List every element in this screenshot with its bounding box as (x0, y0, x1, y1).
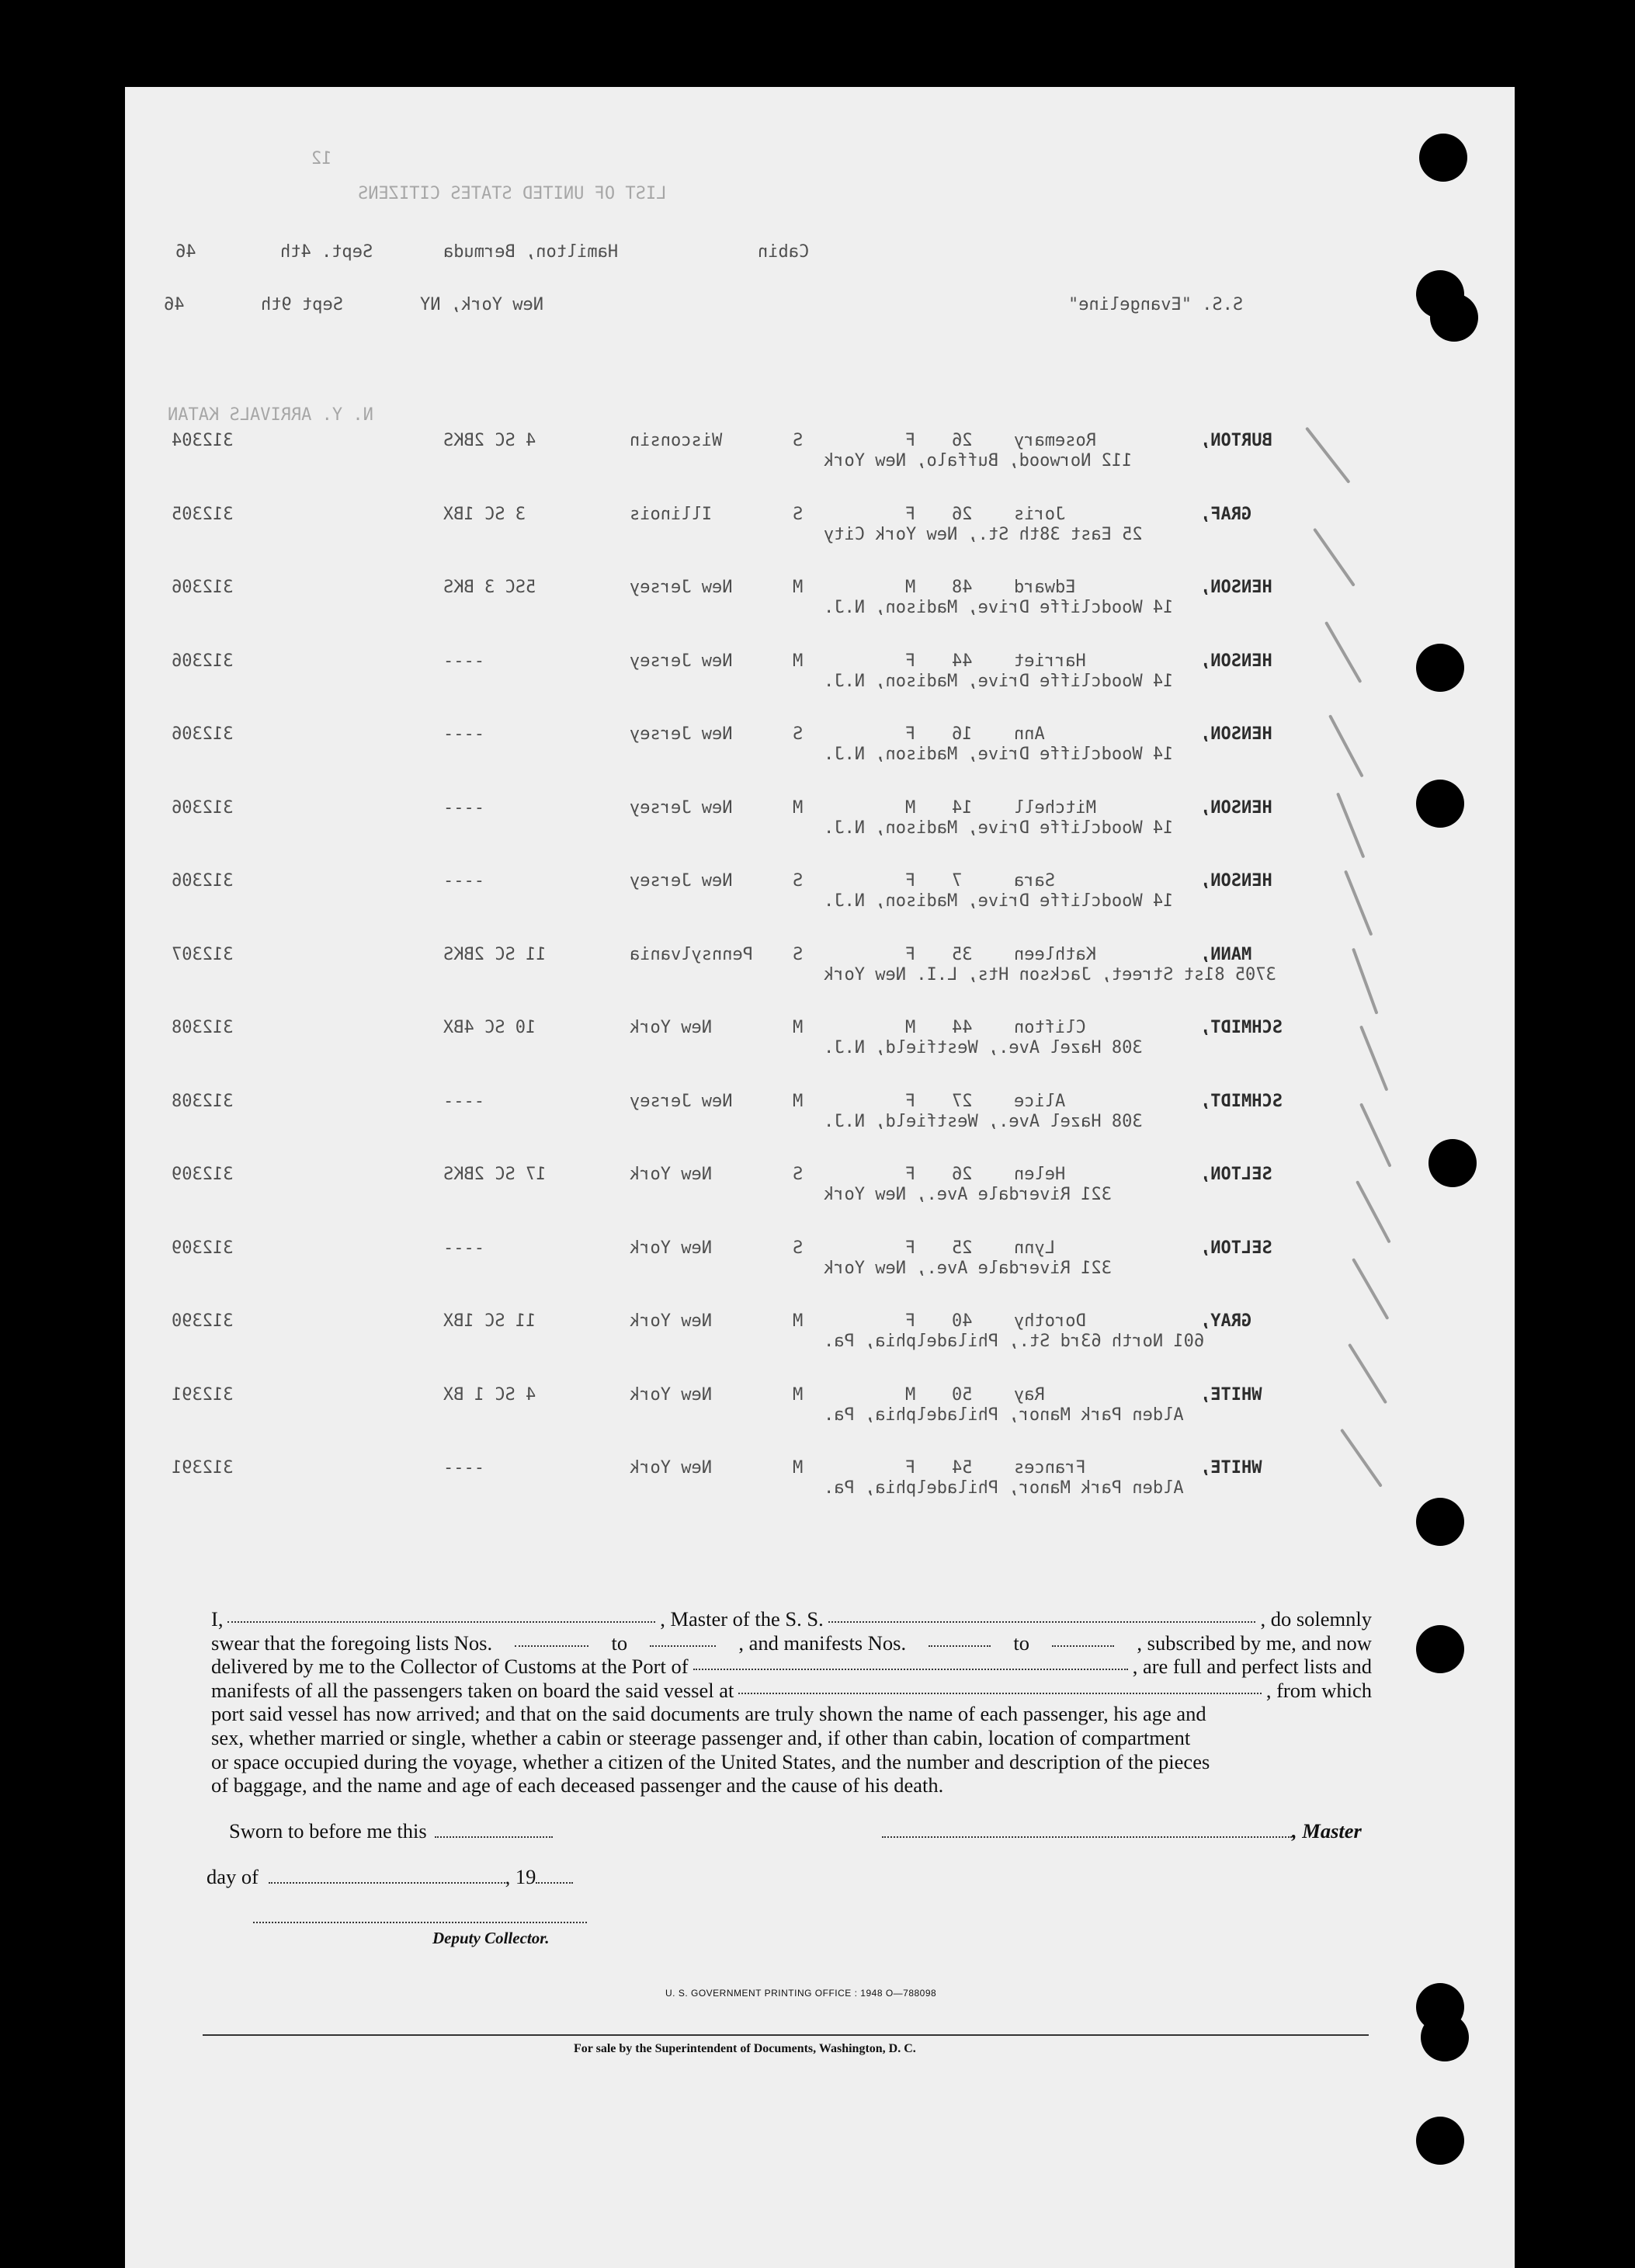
bleed-sex: M (905, 1018, 916, 1037)
bleed-age: 26 (952, 504, 973, 524)
punch-hole (1419, 134, 1467, 182)
bleed-number: 312390 (172, 1311, 234, 1331)
bleed-baggage: ---- (443, 797, 484, 818)
bleed-number: 312309 (172, 1165, 234, 1184)
bleed-page-number: 12 (311, 149, 332, 168)
bleed-status: M (793, 797, 804, 818)
bleed-given: Frances (1014, 1458, 1086, 1478)
bleed-address: 14 Woodcliffe Drive, Madison, N.J. (824, 745, 1174, 764)
bleed-status: S (793, 1165, 804, 1184)
bleed-sex: F (905, 724, 916, 744)
bleed-birthplace: New Jersey (630, 1091, 733, 1111)
bleed-arrival-date: Sept 9th (261, 295, 343, 314)
bleed-sex: F (905, 1311, 916, 1331)
bleed-address: 308 Hazel Ave., Westfield, N.J. (824, 1038, 1143, 1058)
footer-text: For sale by the Superintendent of Documents, Washington, D. C. (574, 2042, 916, 2055)
bleed-birthplace: Illinois (630, 504, 712, 524)
bleed-status: M (793, 578, 804, 597)
bleed-given: Ray (1014, 1384, 1045, 1405)
bleed-baggage: 10 SC 4BX (443, 1018, 536, 1037)
bleed-status: S (793, 944, 804, 964)
bleed-sex: F (905, 1238, 916, 1258)
bleed-number: 312309 (172, 1238, 234, 1258)
bleed-number: 312306 (172, 797, 234, 818)
manifest-page (125, 87, 1515, 2268)
bleed-given: Helen (1014, 1165, 1066, 1184)
punch-hole (1428, 1139, 1477, 1187)
master-signature-line: , Master (882, 1819, 1362, 1843)
bleed-status: M (793, 1384, 804, 1405)
bleed-address: 14 Woodcliffe Drive, Madison, N.J. (824, 818, 1174, 838)
bleed-address: Alden Park Manor, Philadelphia, Pa. (824, 1405, 1184, 1425)
bleed-birthplace: New Jersey (630, 797, 733, 818)
bleed-surname: HENSON, (1200, 871, 1272, 891)
bleed-side-note: N. Y. ARRIVALS KATAN (168, 405, 373, 425)
bleed-address: 14 Woodcliffe Drive, Madison, N.J. (824, 671, 1174, 691)
bleed-number: 312391 (172, 1458, 234, 1478)
bleed-age: 50 (952, 1384, 973, 1405)
punch-hole (1416, 2117, 1464, 2165)
bleed-sex: M (905, 797, 916, 818)
bleed-status: S (793, 431, 804, 450)
bleed-number: 312304 (172, 431, 234, 450)
bleed-arrival-port: New York, NY (420, 295, 543, 314)
oath-line-1: I, , Master of the S. S. , do solemnly (211, 1607, 1373, 1631)
bleed-status: S (793, 724, 804, 744)
bleed-status: M (793, 1458, 804, 1478)
bleed-surname: MANN, (1200, 944, 1252, 964)
bleed-given: Clifton (1014, 1018, 1086, 1037)
bleed-arrival-year: 46 (164, 295, 185, 314)
bleed-sex: F (905, 1091, 916, 1111)
bleed-given: Edward (1014, 578, 1076, 597)
bleed-departure-year: 46 (175, 242, 196, 262)
bleed-birthplace: New Jersey (630, 651, 733, 671)
bleed-age: 25 (952, 1238, 973, 1258)
oath-line-7: or space occupied during the voyage, whether a citizen of the United States, and the number and description of the pieces (211, 1749, 1210, 1773)
bleed-status: M (793, 651, 804, 671)
bleed-sex: F (905, 871, 916, 891)
bleed-age: 26 (952, 1165, 973, 1184)
bleed-departure-date: Sept. 4th (280, 242, 373, 262)
bleed-surname: BURTON, (1200, 431, 1272, 450)
bleed-address: 14 Woodcliffe Drive, Madison, N.J. (824, 891, 1174, 911)
bleed-baggage: 11 SC 1BX (443, 1311, 536, 1331)
printing-office: U. S. GOVERNMENT PRINTING OFFICE : 1948 O—788098 (665, 1988, 937, 1999)
bleed-sex: F (905, 504, 916, 524)
bleed-given: Ann (1014, 724, 1045, 744)
bleed-number: 312308 (172, 1091, 234, 1111)
footer-rule (203, 2034, 1369, 2036)
bleed-address: 3705 81st Street, Jackson Hts, L.I. New York (824, 964, 1276, 985)
bleed-number: 312308 (172, 1018, 234, 1037)
bleed-status: M (793, 1018, 804, 1037)
bleed-baggage: ---- (443, 1458, 484, 1478)
bleed-birthplace: New York (630, 1018, 712, 1037)
bleed-status: S (793, 1238, 804, 1258)
bleed-given: Sara (1014, 871, 1055, 891)
bleed-birthplace: New York (630, 1458, 712, 1478)
bleed-birthplace: New York (630, 1311, 712, 1331)
bleed-number: 312306 (172, 651, 234, 671)
bleed-baggage: ---- (443, 724, 484, 744)
bleed-age: 7 (952, 871, 963, 891)
punch-hole (1416, 1625, 1464, 1673)
bleed-address: 601 North 63rd St., Philadelphia, Pa. (824, 1332, 1205, 1351)
bleed-age: 44 (952, 1018, 973, 1037)
bleed-surname: WHITE, (1200, 1458, 1262, 1478)
punch-hole (1416, 644, 1464, 692)
bleed-given: Joris (1014, 504, 1066, 524)
day-of-line: day of , 19 (207, 1865, 573, 1889)
bleed-address: 321 Riverdale Ave., New York (824, 1258, 1112, 1278)
bleed-given: Dorothy (1014, 1311, 1086, 1331)
bleed-departure-port: Hamilton, Bermuda (443, 242, 619, 262)
bleed-number: 312391 (172, 1384, 234, 1405)
bleed-baggage: 17 SC 2BKS (443, 1165, 547, 1184)
bleed-surname: HENSON, (1200, 724, 1272, 744)
bleed-surname: SCHMIDT, (1200, 1018, 1283, 1037)
bleed-address: 308 Hazel Ave., Westfield, N.J. (824, 1111, 1143, 1131)
bleed-birthplace: New Jersey (630, 724, 733, 744)
bleed-birthplace: New Jersey (630, 871, 733, 891)
oath-line-6: sex, whether married or single, whether a cabin or steerage passenger and, if other than cabin, location of compartment (211, 1725, 1191, 1749)
oath-line-8: of baggage, and the name and age of each deceased passenger and the cause of his death. (211, 1773, 944, 1797)
bleed-number: 312307 (172, 944, 234, 964)
bleed-sex: F (905, 1458, 916, 1478)
bleed-sex: F (905, 1165, 916, 1184)
bleed-surname: HENSON, (1200, 651, 1272, 671)
bleed-age: 27 (952, 1091, 973, 1111)
bleed-address: 25 East 38th St., New York City (824, 524, 1143, 544)
bleed-status: M (793, 1091, 804, 1111)
bleed-given: Lynn (1014, 1238, 1055, 1258)
bleed-age: 40 (952, 1311, 973, 1331)
bleed-sex: F (905, 651, 916, 671)
bleed-given: Kathleen (1014, 944, 1096, 964)
bleed-sex: M (905, 578, 916, 597)
oath-line-4: manifests of all the passengers taken on board the said vessel at , from which (211, 1678, 1372, 1702)
bleed-number: 312305 (172, 504, 234, 524)
bleed-surname: HENSON, (1200, 797, 1272, 818)
bleed-given: Alice (1014, 1091, 1066, 1111)
bleed-address: 14 Woodcliffe Drive, Madison, N.J. (824, 598, 1174, 617)
bleed-age: 48 (952, 578, 973, 597)
bleed-number: 312306 (172, 871, 234, 891)
bleed-birthplace: Pennsylvania (630, 944, 753, 964)
deputy-collector-label: Deputy Collector. (432, 1929, 550, 1947)
bleed-given: Rosemary (1014, 431, 1096, 450)
bleed-list-title: LIST OF UNITED STATES CITIZENS (358, 184, 667, 203)
bleed-baggage: 5SC 3 BKS (443, 578, 536, 597)
bleed-number: 312306 (172, 724, 234, 744)
oath-line-5: port said vessel has now arrived; and that on the said documents are truly shown the name of each passenger, his age and (211, 1702, 1206, 1726)
bleed-status: S (793, 871, 804, 891)
bleed-baggage: 4 SC 1 BX (443, 1384, 536, 1405)
bleed-baggage: 4 SC 2BKS (443, 431, 536, 450)
punch-hole (1416, 780, 1464, 828)
bleed-address: 321 Riverdale Ave., New York (824, 1185, 1112, 1204)
sworn-label: Sworn to before me this (229, 1819, 553, 1843)
bleed-surname: SELTON, (1200, 1238, 1272, 1258)
bleed-surname: SCHMIDT, (1200, 1091, 1283, 1111)
bleed-sex: M (905, 1384, 916, 1405)
bleed-surname: HENSON, (1200, 578, 1272, 597)
bleed-surname: SELTON, (1200, 1165, 1272, 1184)
bleed-baggage: 11 SC 2BKS (443, 944, 547, 964)
bleed-baggage: 3 SC 1BX (443, 504, 526, 524)
oath-paragraph (211, 1607, 1372, 1797)
bleed-surname: WHITE, (1200, 1384, 1262, 1405)
bleed-age: 35 (952, 944, 973, 964)
bleed-baggage: ---- (443, 871, 484, 891)
bleed-status: M (793, 1311, 804, 1331)
punch-hole (1416, 1498, 1464, 1546)
bleed-given: Harriet (1014, 651, 1086, 671)
bleed-baggage: ---- (443, 1091, 484, 1111)
bleed-age: 16 (952, 724, 973, 744)
bleed-vessel: S.S. "Evangeline" (1068, 295, 1244, 314)
bleed-age: 14 (952, 797, 973, 818)
oath-line-3: delivered by me to the Collector of Customs at the Port of , are full and perfect lists and (211, 1655, 1372, 1679)
bleed-birthplace: New York (630, 1238, 712, 1258)
bleed-address: 112 Norwood, Buffalo, New York (824, 451, 1133, 471)
bleed-birthplace: New York (630, 1384, 712, 1405)
bleed-birthplace: New York (630, 1165, 712, 1184)
bleed-age: 54 (952, 1458, 973, 1478)
punch-hole (1430, 293, 1478, 342)
bleed-class: Cabin (758, 242, 810, 262)
oath-line-2: swear that the foregoing lists Nos. to , and manifests Nos. to , subscribed by me, and now (211, 1631, 1372, 1655)
deputy-collector-line (253, 1908, 587, 1923)
bleed-given: Mitchell (1014, 797, 1096, 818)
bleed-birthplace: New Jersey (630, 578, 733, 597)
bleed-baggage: ---- (443, 651, 484, 671)
punch-hole (1421, 2013, 1469, 2061)
bleed-age: 44 (952, 651, 973, 671)
bleed-surname: GRAY, (1200, 1311, 1252, 1331)
bleed-sex: F (905, 431, 916, 450)
bleed-baggage: ---- (443, 1238, 484, 1258)
bleed-status: S (793, 504, 804, 524)
bleed-sex: F (905, 944, 916, 964)
bleed-age: 26 (952, 431, 973, 450)
bleed-surname: GRAF, (1200, 504, 1252, 524)
bleed-number: 312306 (172, 578, 234, 597)
bleed-birthplace: Wisconsin (630, 431, 723, 450)
bleed-address: Alden Park Manor, Philadelphia, Pa. (824, 1478, 1184, 1498)
